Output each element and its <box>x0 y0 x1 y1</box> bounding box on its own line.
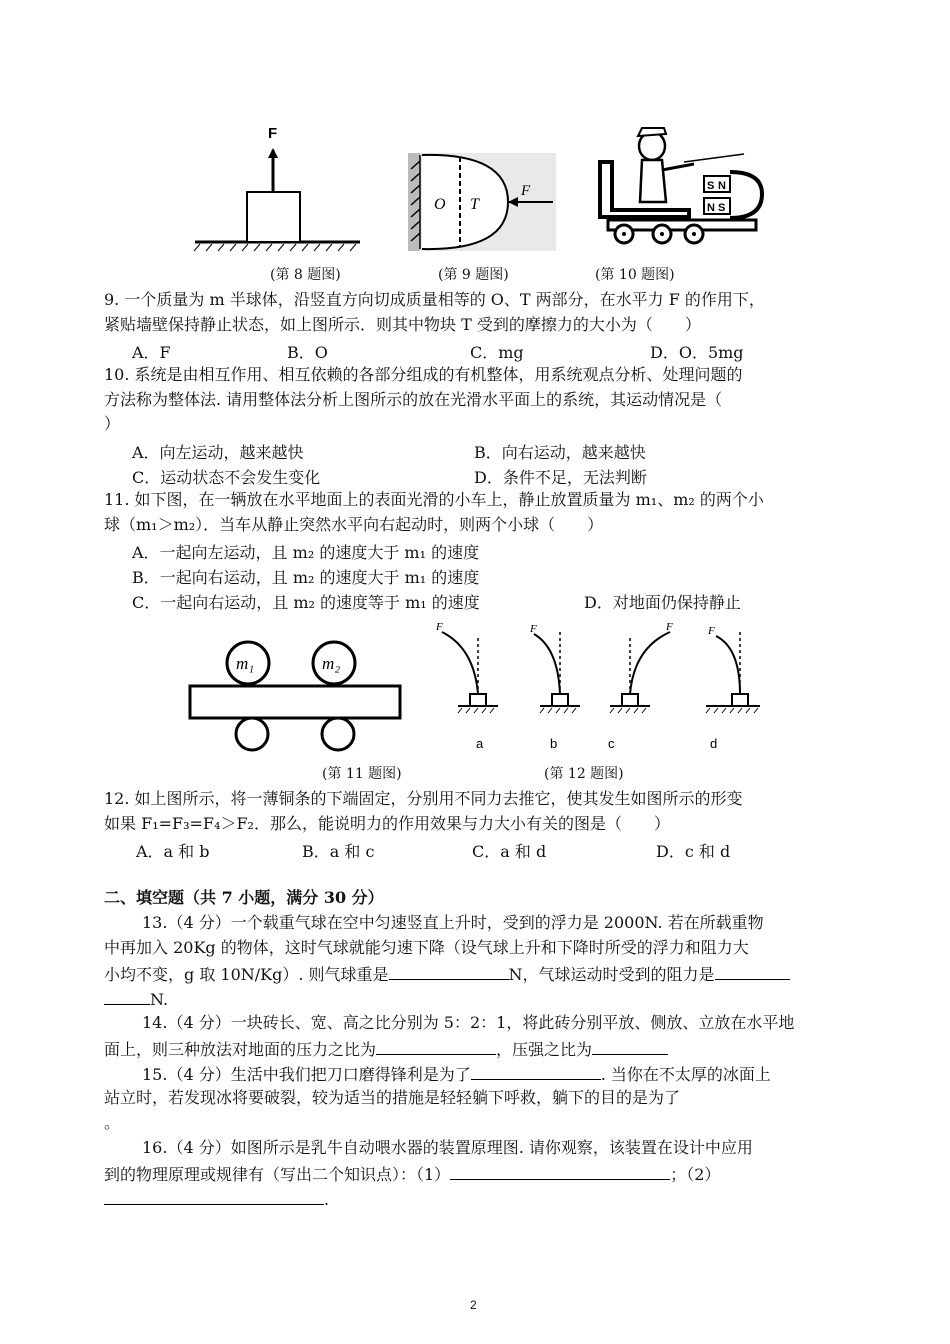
q11-stem-line2: 球（m₁＞m₂）．当车从静止突然水平向右起动时，则两个小球（ ） <box>104 515 604 534</box>
q13-balloon-weight-blank[interactable] <box>389 963 509 980</box>
figure-9 <box>408 153 556 251</box>
figure-11 <box>186 640 406 752</box>
q9-option-a[interactable]: A．F <box>132 343 171 362</box>
fig9-force-label: F <box>521 183 531 199</box>
q13-line3 <box>104 963 850 985</box>
q12-option-d[interactable]: D．c 和 d <box>656 842 731 861</box>
fig10-caption: (第 10 题图) <box>595 267 675 283</box>
q11-option-a[interactable]: A．一起向左运动，且 m₂ 的速度大于 m₁ 的速度 <box>132 543 480 562</box>
q10-stem-line2: 方法称为整体法. 请用整体法分析上图所示的放在光滑水平面上的系统，其运动情况是（ <box>104 390 723 409</box>
fig12-label-b: b <box>550 736 558 751</box>
q9-stem-line1: 9. 一个质量为 m 半球体，沿竖直方向切成质量相等的 O、T 两部分，在水平力 F 的作用下， <box>104 290 765 309</box>
q15-line2: 站立时，若发现冰将要破裂，较为适当的措施是轻轻躺下呼救，躺下的目的是为了 <box>104 1088 681 1107</box>
q13-line4 <box>104 988 850 1010</box>
q16-principle-2-blank[interactable] <box>104 1188 324 1205</box>
q12-stem-line1: 12. 如上图所示，将一薄铜条的下端固定，分别用不同力去推它，使其发生如图所示的形变 <box>104 789 743 808</box>
q10-option-d[interactable]: D．条件不足，无法判断 <box>474 468 647 487</box>
q16-line3-text: . <box>324 1190 330 1209</box>
fig9-label-o: O <box>434 196 446 213</box>
q12-option-a[interactable]: A．a 和 b <box>136 842 210 861</box>
fig12-label-d: d <box>710 736 718 751</box>
q15-line1-text-b: . 当你在不太厚的冰面上 <box>600 1065 771 1084</box>
svg-text:F: F <box>708 625 715 637</box>
q16-line3 <box>104 1188 850 1210</box>
q12-option-b[interactable]: B．a 和 c <box>302 842 375 861</box>
q11-option-c[interactable]: C．一起向右运动，且 m₂ 的速度等于 m₁ 的速度 <box>132 593 480 612</box>
fig12-label-c: c <box>608 736 615 751</box>
q14-line2-text-b: ，压强之比为 <box>496 1040 593 1059</box>
fig8-force-label: F <box>268 125 278 142</box>
q13-line3-text-b: N，气球运动时受到的阻力是 <box>508 965 715 984</box>
fig8-caption: (第 8 题图) <box>270 267 341 283</box>
q13-line2: 中再加入 20Kg 的物体，这时气球就能匀速下降（设气球上升和下降时所受的浮力和阻力大 <box>104 938 749 957</box>
figure-12 <box>430 618 770 758</box>
q13-line1: 13.（4 分）一个载重气球在空中匀速竖直上升时，受到的浮力是 2000N. 若在所载重物 <box>142 913 764 932</box>
q10-option-c[interactable]: C．运动状态不会发生变化 <box>132 468 321 487</box>
q9-option-b[interactable]: B．O <box>287 343 328 362</box>
q14-line2-text-a: 面上，则三种放法对地面的压力之比为 <box>104 1040 377 1059</box>
q12-option-c[interactable]: C．a 和 d <box>472 842 547 861</box>
q9-option-d[interactable]: D．O．5mg <box>650 343 744 362</box>
fig10-magnet-s1: S <box>707 180 715 192</box>
figure-8 <box>190 120 365 255</box>
q10-stem-line3: ） <box>104 414 121 433</box>
q13-line3-text-a: 小均不变，g 取 10N/Kg）. 则气球重是 <box>104 965 389 984</box>
fig11-label-m1: m₁ <box>236 654 255 673</box>
fig10-magnet-n2: N <box>707 202 715 214</box>
q9-option-c[interactable]: C．mg <box>470 343 524 362</box>
q15-line1-text-a: 15.（4 分）生活中我们把刀口磨得锋利是为了 <box>142 1065 471 1084</box>
q16-line2-text-a: 到的物理原理或规律有（写出二个知识点）：（1） <box>104 1165 451 1184</box>
q11-option-d[interactable]: D．对地面仍保持静止 <box>584 593 741 612</box>
q13-resistance-blank-part1[interactable] <box>715 963 790 980</box>
fig10-magnet-n1: N <box>718 180 726 192</box>
fig9-label-t: T <box>470 196 479 213</box>
page-number: 2 <box>470 1298 477 1312</box>
q10-option-a[interactable]: A．向左运动，越来越快 <box>132 443 304 462</box>
q9-stem-line2: 紧贴墙壁保持静止状态，如上图所示．则其中物块 T 受到的摩擦力的大小为（ ） <box>104 315 701 334</box>
fig12-label-a: a <box>476 736 484 751</box>
q11-stem-line1: 11. 如下图，在一辆放在水平地面上的表面光滑的小车上，静止放置质量为 m₁、m₂ 的两个小 <box>104 490 764 509</box>
q14-line2 <box>104 1038 850 1060</box>
q16-line1: 16.（4 分）如图所示是乳牛自动喂水器的装置原理图. 请你观察，该装置在设计中应用 <box>142 1138 753 1157</box>
q10-option-b[interactable]: B．向右运动，越来越快 <box>474 443 646 462</box>
q14-line1: 14.（4 分）一块砖长、宽、高之比分别为 5：2：1，将此砖分别平放、侧放、立放在水平地 <box>142 1013 795 1032</box>
q12-stem-line2: 如果 F₁=F₃=F₄＞F₂．那么，能说明力的作用效果与力大小有关的图是（ ） <box>104 814 670 833</box>
q16-line2-text-b: ；（2） <box>670 1165 721 1184</box>
fig10-magnet-s2: S <box>718 202 726 214</box>
section2-title: 二、填空题（共 7 小题，满分 30 分） <box>104 888 384 907</box>
fig11-caption: (第 11 题图) <box>322 766 402 782</box>
q15-line1 <box>142 1063 850 1085</box>
svg-text:F: F <box>436 621 443 633</box>
svg-text:F: F <box>666 621 673 633</box>
q14-pressure-force-ratio-blank[interactable] <box>376 1038 496 1055</box>
q10-stem-line1: 10. 系统是由相互作用、相互依赖的各部分组成的有机整体，用系统观点分析、处理问题的 <box>104 365 743 384</box>
q16-line2 <box>104 1163 850 1185</box>
q13-line4-text: N. <box>150 990 169 1009</box>
q15-sharpen-blank[interactable] <box>471 1063 601 1080</box>
figure-10 <box>594 122 764 252</box>
svg-text:F: F <box>530 623 537 635</box>
q11-option-b[interactable]: B．一起向右运动，且 m₂ 的速度大于 m₁ 的速度 <box>132 568 480 587</box>
q13-resistance-blank-part2[interactable] <box>104 988 150 1005</box>
q15-line3: 。 <box>104 1113 121 1132</box>
q14-pressure-ratio-blank[interactable] <box>592 1038 668 1055</box>
fig9-caption: (第 9 题图) <box>438 267 509 283</box>
q16-principle-1-blank[interactable] <box>450 1163 670 1180</box>
fig11-label-m2: m₂ <box>322 654 341 673</box>
fig12-caption: (第 12 题图) <box>544 766 624 782</box>
